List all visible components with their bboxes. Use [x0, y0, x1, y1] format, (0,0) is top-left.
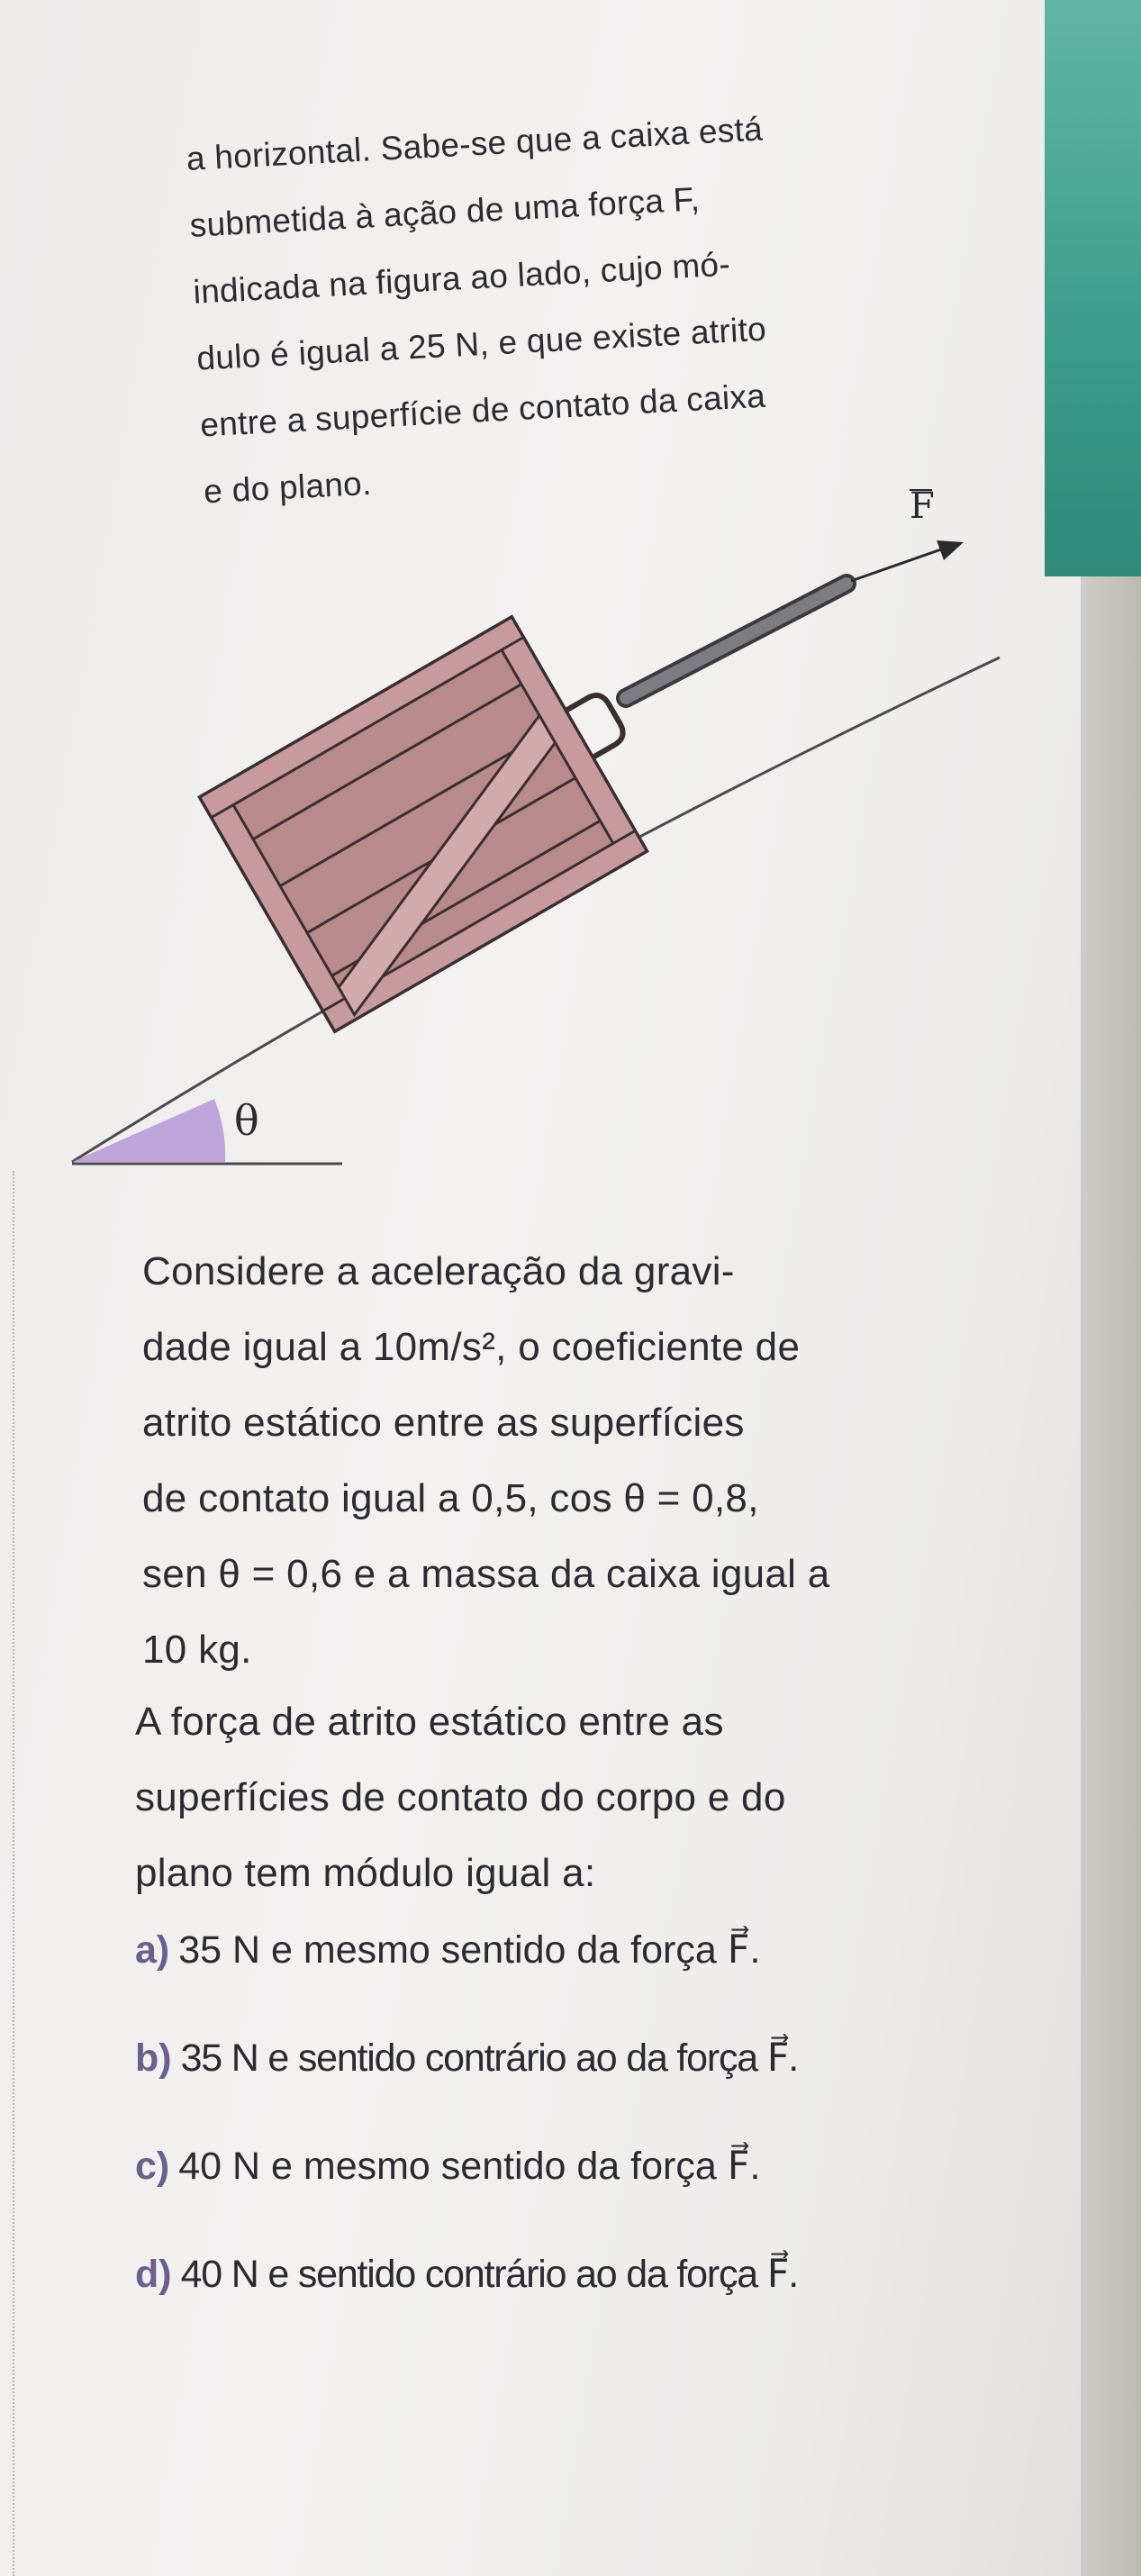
- given-line: sen θ = 0,6 e a massa da caixa igual a: [142, 1552, 830, 1596]
- angle-label: θ: [234, 1096, 259, 1145]
- intro-line: a horizontal. Sabe-se que a caixa está: [185, 110, 764, 177]
- option-text: 35 N e mesmo sentido da força F⃗.: [178, 1928, 761, 1972]
- given-line: dade igual a 10m/s², o coeficiente de: [142, 1325, 801, 1369]
- adjacent-page-edge: [1081, 576, 1141, 2576]
- option-c[interactable]: [135, 2144, 1081, 2252]
- force-label: F: [910, 485, 935, 527]
- option-label: d): [135, 2253, 172, 2296]
- margin-dotted-line: [0, 1171, 14, 2576]
- given-data-paragraph: [142, 1234, 1025, 1688]
- option-label: a): [135, 1928, 170, 1972]
- intro-line: entre a superfície de contato da caixa: [199, 376, 767, 444]
- option-text: 40 N e mesmo sentido da força F⃗.: [178, 2145, 761, 2188]
- inclined-plane-figure: [54, 477, 1027, 1198]
- question-line: plano tem módulo igual a:: [135, 1851, 596, 1895]
- intro-line: indicada na figura ao lado, cujo mó-: [192, 245, 731, 311]
- given-line: 10 kg.: [142, 1628, 252, 1672]
- given-line: Considere a aceleração da gravi-: [142, 1249, 735, 1293]
- option-text: 35 N e sentido contrário ao da força F⃗.: [180, 2036, 799, 2080]
- force-arrow-head: [937, 540, 964, 560]
- crate: [200, 597, 682, 1031]
- answer-options: [135, 1927, 1081, 2360]
- intro-line: e do plano.: [203, 464, 373, 511]
- given-line: atrito estático entre as superfícies: [142, 1401, 745, 1445]
- intro-paragraph: [185, 84, 1015, 525]
- option-d[interactable]: [135, 2252, 1081, 2360]
- question-line: superfícies de contato do corpo e do: [135, 1775, 786, 1819]
- given-line: de contato igual a 0,5, cos θ = 0,8,: [142, 1476, 759, 1520]
- option-text: 40 N e sentido contrário ao da força F⃗.: [180, 2253, 799, 2296]
- intro-line: dulo é igual a 25 N, e que existe atrito: [195, 310, 767, 377]
- option-label: b): [135, 2036, 172, 2080]
- force-arrow: [851, 549, 941, 581]
- question-paragraph: [135, 1684, 1036, 1911]
- option-label: c): [135, 2145, 170, 2188]
- option-a[interactable]: [135, 1927, 1081, 2036]
- angle-wedge: [72, 1099, 225, 1162]
- intro-line: submetida à ação de uma força F,: [188, 180, 702, 244]
- question-line: A força de atrito estático entre as: [135, 1700, 724, 1744]
- page-tab-teal: [1045, 0, 1141, 576]
- option-b[interactable]: [135, 2036, 1081, 2144]
